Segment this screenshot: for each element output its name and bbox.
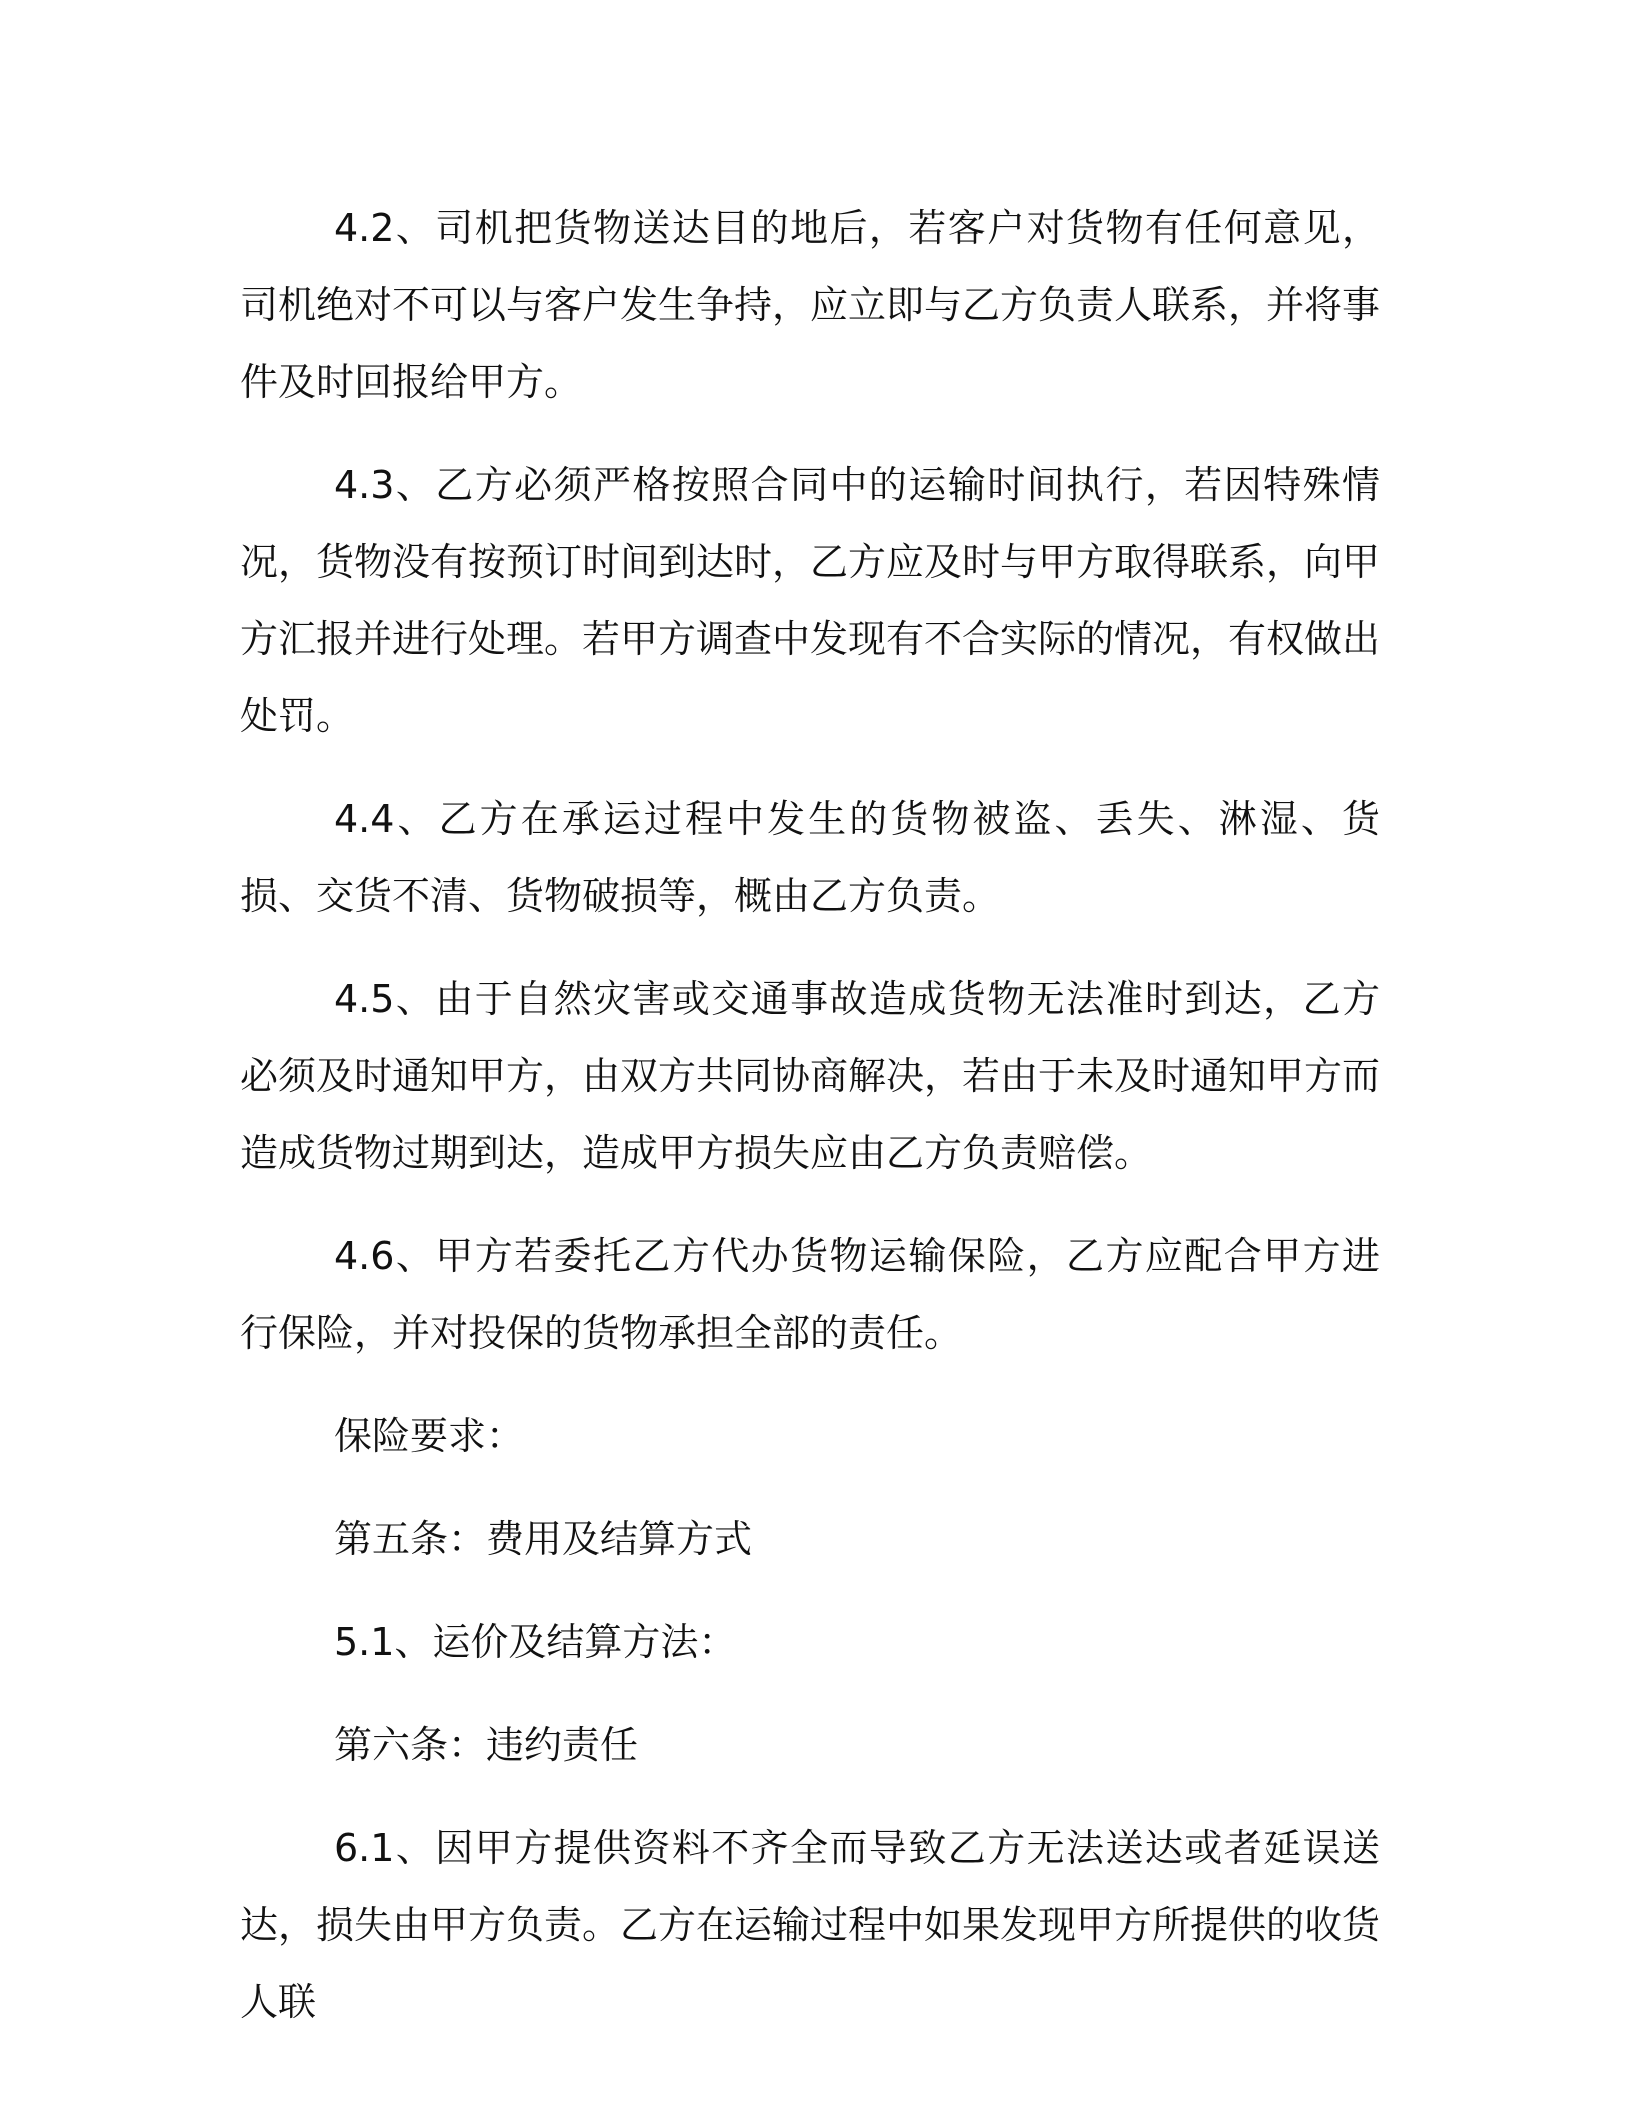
clause-4-3: 4.3、乙方必须严格按照合同中的运输时间执行，若因特殊情况，货物没有按预订时间到达时，乙方应及时与甲方取得联系，向甲方汇报并进行处理。若甲方调查中发现有不合实际的情况，有权做出处罚。 (240, 463, 1381, 738)
clause-6-1: 6.1、因甲方提供资料不齐全而导致乙方无法送达或者延误送达，损失由甲方负责。乙方在运输过程中如果发现甲方所提供的收货人联 (240, 1826, 1381, 2024)
article-5-heading: 第五条：费用及结算方式 (334, 1517, 753, 1561)
clause-4-2: 4.2、司机把货物送达目的地后，若客户对货物有任何意见，司机绝对不可以与客户发生争持，应立即与乙方负责人联系，并将事件及时回报给甲方。 (240, 206, 1381, 404)
clause-4-4: 4.4、乙方在承运过程中发生的货物被盗、丢失、淋湿、货损、交货不清、货物破损等，概由乙方负责。 (240, 797, 1380, 918)
clause-4-6: 4.6、甲方若委托乙方代办货物运输保险，乙方应配合甲方进行保险，并对投保的货物承担全部的责任。 (240, 1234, 1380, 1355)
clause-5-1: 5.1、运价及结算方法： (334, 1620, 737, 1664)
article-6-heading: 第六条：违约责任 (334, 1723, 639, 1767)
clause-4-5: 4.5、由于自然灾害或交通事故造成货物无法准时到达，乙方必须及时通知甲方，由双方共同协商解决，若由于未及时通知甲方而造成货物过期到达，造成甲方损失应由乙方负责赔偿。 (240, 977, 1381, 1175)
insurance-requirements: 保险要求： (334, 1414, 525, 1458)
document-body (240, 190, 1380, 2067)
